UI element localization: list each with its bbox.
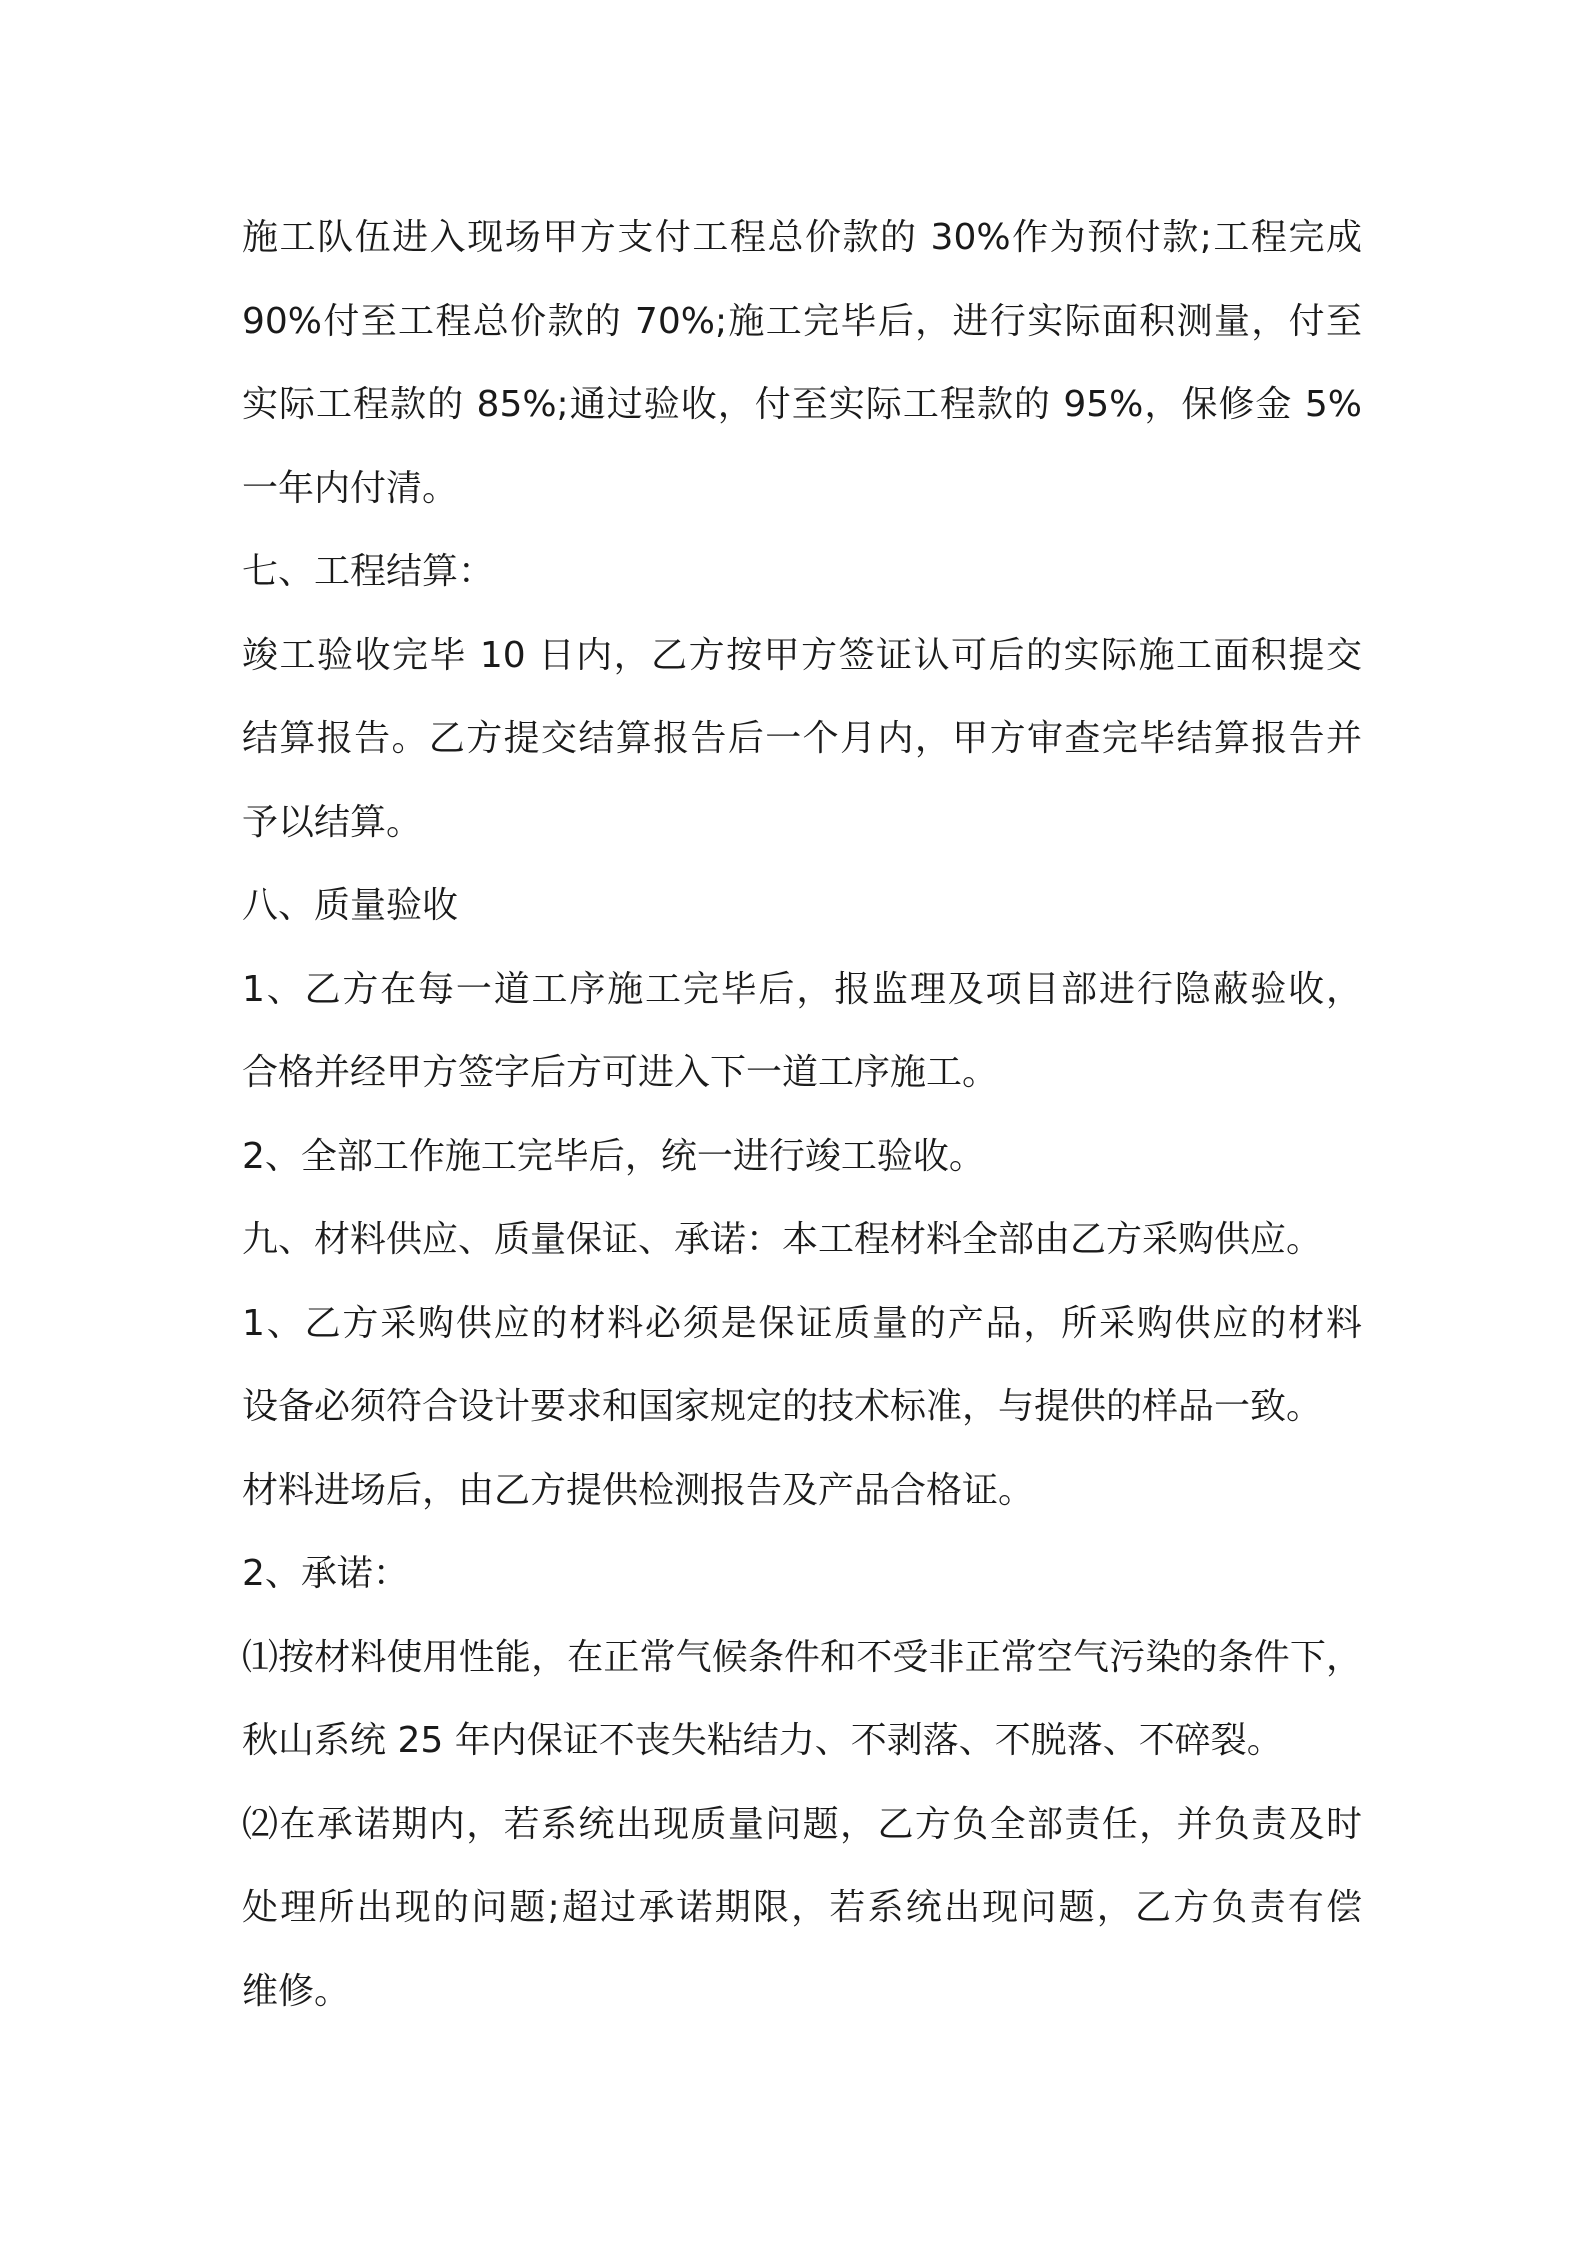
- text-line: 实际工程款的 85%;通过验收，付至实际工程款的 95%，保修金 5%: [242, 384, 1362, 425]
- text-line: 九、材料供应、质量保证、承诺：本工程材料全部由乙方采购供应。: [242, 1219, 1323, 1260]
- text-line: 予以结算。: [242, 801, 423, 843]
- text-line: 一年内付清。: [242, 467, 459, 509]
- text-line: 1、乙方采购供应的材料必须是保证质量的产品，所采购供应的材料: [242, 1302, 1362, 1344]
- text-line: 结算报告。乙方提交结算报告后一个月内，甲方审查完毕结算报告并: [242, 718, 1362, 759]
- text-line: 90%付至工程总价款的 70%;施工完毕后，进行实际面积测量，付至: [242, 300, 1362, 342]
- text-line: 材料进场后，由乙方提供检测报告及产品合格证。: [242, 1469, 1035, 1511]
- text-line: 设备必须符合设计要求和国家规定的技术标准，与提供的样品一致。: [242, 1386, 1323, 1427]
- text-line: 八、质量验收: [242, 885, 459, 926]
- text-line: 施工队伍进入现场甲方支付工程总价款的 30%作为预付款;工程完成: [242, 217, 1362, 258]
- text-line: ⑵在承诺期内，若系统出现质量问题，乙方负全部责任，并负责及时: [242, 1803, 1362, 1845]
- text-line: 竣工验收完毕 10 日内，乙方按甲方签证认可后的实际施工面积提交: [242, 634, 1362, 676]
- text-line: 2、承诺：: [242, 1553, 409, 1594]
- document-body: [242, 196, 1362, 2033]
- text-line: 七、工程结算：: [242, 551, 495, 592]
- text-line: ⑴按材料使用性能，在正常气候条件和不受非正常空气污染的条件下，: [242, 1636, 1362, 1678]
- text-line: 合格并经甲方签字后方可进入下一道工序施工。: [242, 1052, 999, 1093]
- text-line: 2、全部工作施工完毕后，统一进行竣工验收。: [242, 1135, 985, 1177]
- text-line: 处理所出现的问题;超过承诺期限，若系统出现问题，乙方负责有偿: [242, 1887, 1362, 1928]
- text-line: 1、乙方在每一道工序施工完毕后，报监理及项目部进行隐蔽验收，: [242, 968, 1362, 1010]
- text-line: 维修。: [242, 1970, 351, 2012]
- text-line: 秋山系统 25 年内保证不丧失粘结力、不剥落、不脱落、不碎裂。: [242, 1720, 1283, 1761]
